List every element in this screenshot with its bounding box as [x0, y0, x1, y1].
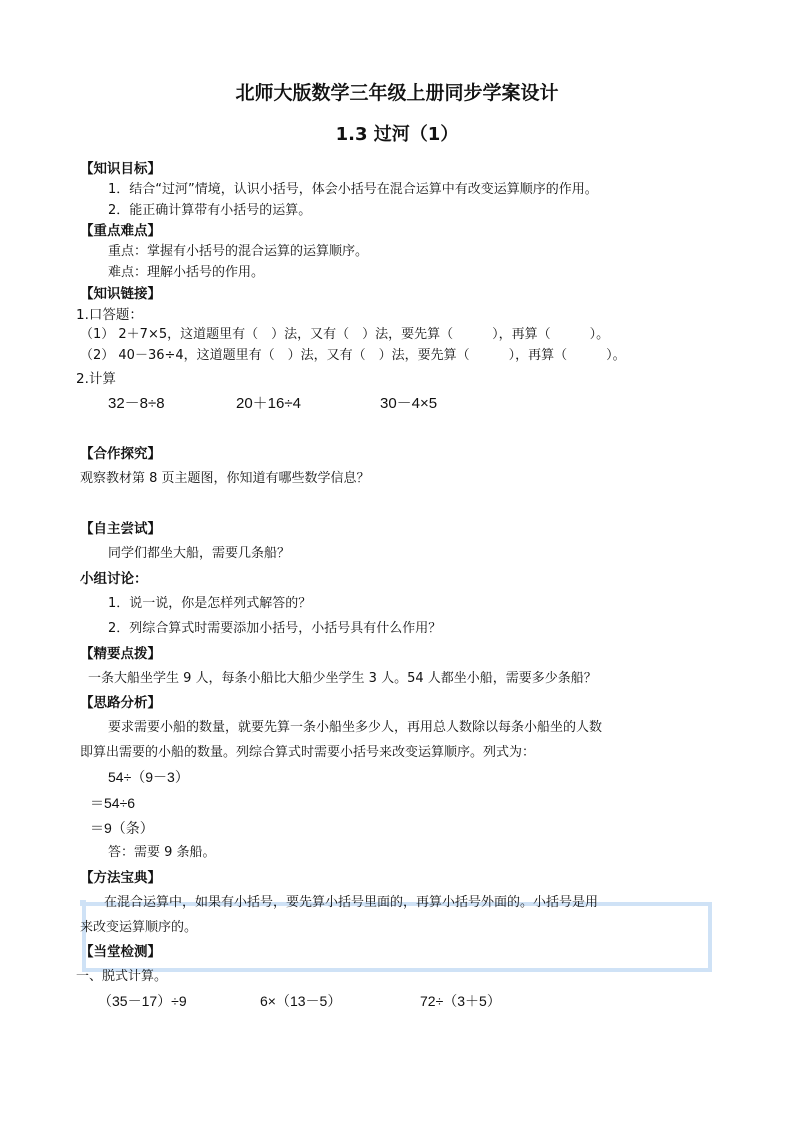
- method-highlight-box: [82, 902, 712, 972]
- group-discussion-heading: 小组讨论：: [80, 571, 148, 587]
- key-points-heading: 【重点难点】: [80, 223, 161, 239]
- class-check-part-1-label: 一、脱式计算。: [76, 969, 168, 984]
- example-heading: 【精要点拨】: [80, 646, 161, 662]
- method-heading: 【方法宝典】: [80, 870, 161, 886]
- cooperate-text: 观察教材第 8 页主题图，你知道有哪些数学信息？: [80, 471, 370, 486]
- calc-item-1: 32－8÷8: [108, 395, 165, 412]
- method-line-2: 来改变运算顺序的。: [80, 920, 198, 935]
- example-text: 一条大船坐学生 9 人，每条小船比大船少坐学生 3 人。54 人都坐小船，需要多少条船？: [88, 671, 597, 686]
- group-discussion-item-1: 1．说一说，你是怎样列式解答的？: [108, 596, 312, 611]
- class-check-heading: 【当堂检测】: [80, 944, 161, 960]
- analysis-line-2: 即算出需要的小船的数量。列综合算式时需要小括号来改变运算顺序。列式为：: [80, 745, 536, 760]
- check-calc-item-1: （35－17）÷9: [98, 993, 187, 1009]
- difficulty-point: 难点：理解小括号的作用。: [108, 265, 265, 280]
- key-point: 重点：掌握有小括号的混合运算的运算顺序。: [108, 244, 369, 259]
- calculation-label: 2.计算: [76, 371, 116, 387]
- cooperate-heading: 【合作探究】: [80, 446, 161, 462]
- check-calc-item-3: 72÷（3＋5）: [420, 993, 501, 1009]
- knowledge-goal-2: 2．能正确计算带有小括号的运算。: [108, 203, 312, 218]
- solution-answer: 答：需要 9 条船。: [108, 845, 216, 860]
- solution-step-2: ＝54÷6: [90, 795, 136, 811]
- solution-step-3: ＝9（条）: [90, 820, 154, 836]
- check-calc-item-2: 6×（13－5）: [260, 993, 342, 1009]
- calc-item-3: 30－4×5: [380, 395, 438, 412]
- analysis-line-1: 要求需要小船的数量，就要先算一条小船坐多少人，再用总人数除以每条小船坐的人数: [108, 720, 603, 735]
- lesson-title: 1.3 过河（1）: [335, 124, 459, 145]
- solution-step-1: 54÷（9－3）: [108, 769, 189, 785]
- oral-questions-label: 1.口答题：: [76, 307, 143, 323]
- self-try-text: 同学们都坐大船，需要几条船？: [108, 546, 291, 561]
- knowledge-goal-1: 1．结合“过河”情境，认识小括号，体会小括号在混合运算中有改变运算顺序的作用。: [108, 182, 598, 197]
- oral-question-2: （2） 40－36÷4，这道题里有（ ）法，又有（ ）法，要先算（ ），再算（ ）。: [80, 348, 626, 363]
- method-line-1: 在混合运算中，如果有小括号，要先算小括号里面的，再算小括号外面的。小括号是用: [104, 895, 599, 910]
- oral-question-1: （1） 2＋7×5，这道题里有（ ）法，又有（ ）法，要先算（ ），再算（ ）。: [80, 327, 610, 342]
- calc-item-2: 20＋16÷4: [236, 395, 301, 412]
- knowledge-link-heading: 【知识链接】: [80, 286, 161, 302]
- knowledge-goals-heading: 【知识目标】: [80, 161, 161, 177]
- document-title: 北师大版数学三年级上册同步学案设计: [235, 82, 559, 104]
- group-discussion-item-2: 2．列综合算式时需要添加小括号，小括号具有什么作用？: [108, 621, 442, 636]
- analysis-heading: 【思路分析】: [80, 695, 161, 711]
- self-try-heading: 【自主尝试】: [80, 521, 161, 537]
